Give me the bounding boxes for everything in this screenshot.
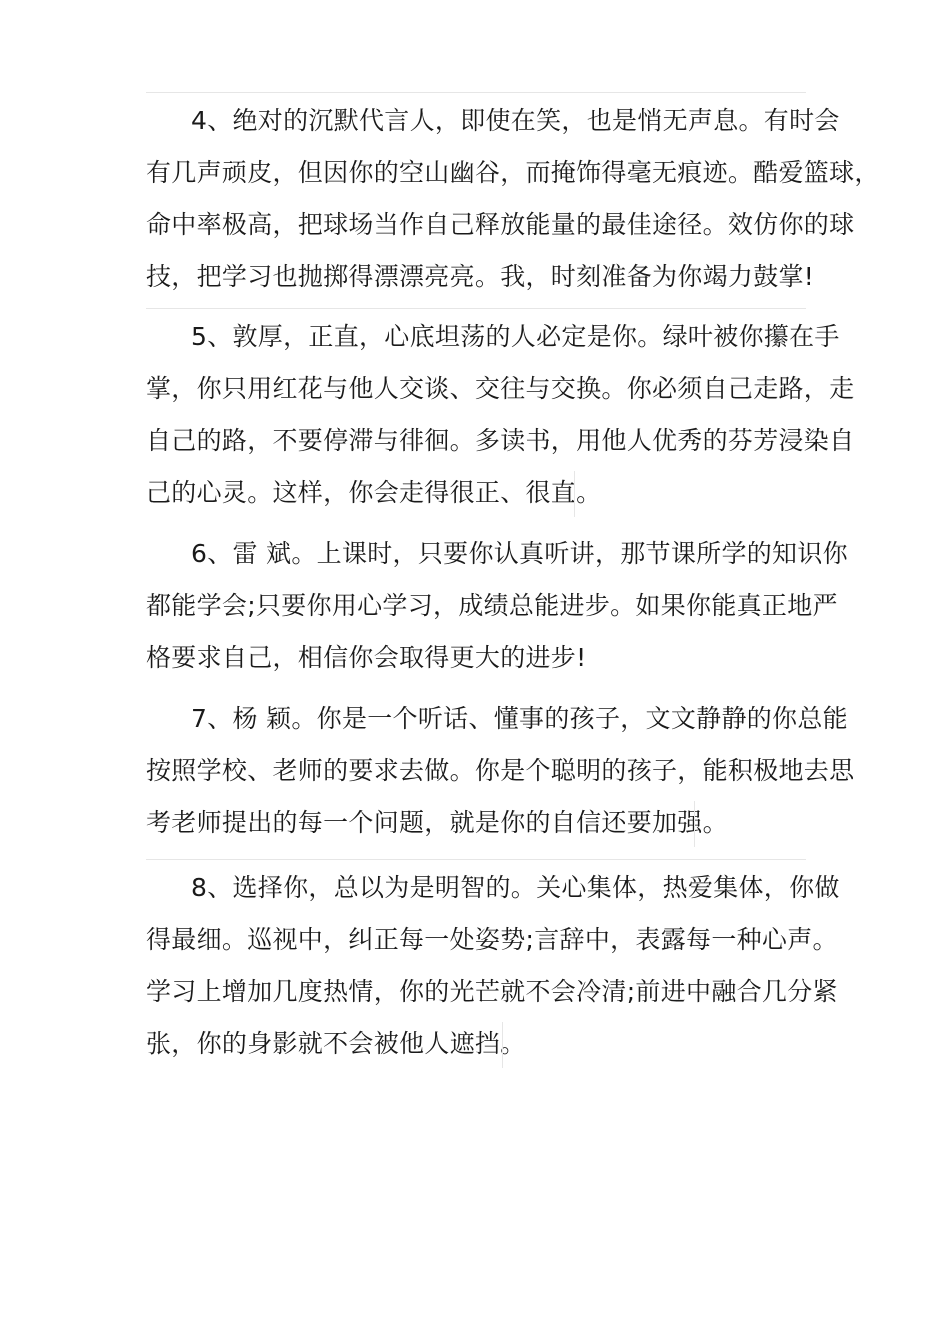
paragraph-line: 有几声顽皮，但因你的空山幽谷，而掩饰得毫无痕迹。酷爱篮球，	[146, 158, 880, 187]
paragraph-line: 命中率极高，把球场当作自己释放能量的最佳途径。效仿你的球	[146, 210, 855, 239]
paragraph-line: 7、杨 颖。你是一个听话、懂事的孩子，文文静静的你总能	[191, 704, 848, 733]
paragraph-line: 8、选择你，总以为是明智的。关心集体，热爱集体，你做	[191, 873, 840, 902]
paragraph-4	[146, 95, 880, 303]
paragraph-line: 学习上增加几度热情，你的光芒就不会冷清;前进中融合几分紧	[146, 977, 838, 1006]
paragraph-line: 4、绝对的沉默代言人，即使在笑，也是悄无声息。有时会	[191, 106, 840, 135]
text-boundary-guide	[694, 801, 695, 847]
paragraph-6	[146, 528, 848, 684]
paragraph-line: 己的心灵。这样，你会走得很正、很直。	[146, 478, 602, 507]
paragraph-line: 张，你的身影就不会被他人遮挡。	[146, 1029, 526, 1058]
paragraph-line: 考老师提出的每一个问题，就是你的自信还要加强。	[146, 808, 728, 837]
text-boundary-guide	[146, 308, 806, 309]
paragraph-line: 自己的路，不要停滞与徘徊。多读书，用他人优秀的芬芳浸染自	[146, 426, 855, 455]
paragraph-line: 5、敦厚，正直，心底坦荡的人必定是你。绿叶被你攥在手	[191, 322, 840, 351]
paragraph-line: 6、雷 斌。上课时，只要你认真听讲，那节课所学的知识你	[191, 539, 848, 568]
paragraph-line: 按照学校、老师的要求去做。你是个聪明的孩子，能积极地去思	[146, 756, 855, 785]
paragraph-line: 都能学会;只要你用心学习，成绩总能进步。如果你能真正地严	[146, 591, 838, 620]
paragraph-line: 格要求自己，相信你会取得更大的进步!	[146, 643, 587, 672]
paragraph-line: 技，把学习也抛掷得漂漂亮亮。我，时刻准备为你竭力鼓掌!	[146, 262, 815, 291]
paragraph-5	[146, 311, 854, 519]
paragraph-8	[146, 862, 840, 1070]
text-boundary-guide	[146, 92, 806, 93]
paragraph-line: 得最细。巡视中，纠正每一处姿势;言辞中，表露每一种心声。	[146, 925, 838, 954]
text-boundary-guide	[146, 859, 806, 860]
paragraph-7	[146, 693, 854, 849]
text-boundary-guide	[502, 1022, 503, 1068]
text-boundary-guide	[574, 471, 575, 517]
paragraph-line: 掌，你只用红花与他人交谈、交往与交换。你必须自己走路，走	[146, 374, 855, 403]
